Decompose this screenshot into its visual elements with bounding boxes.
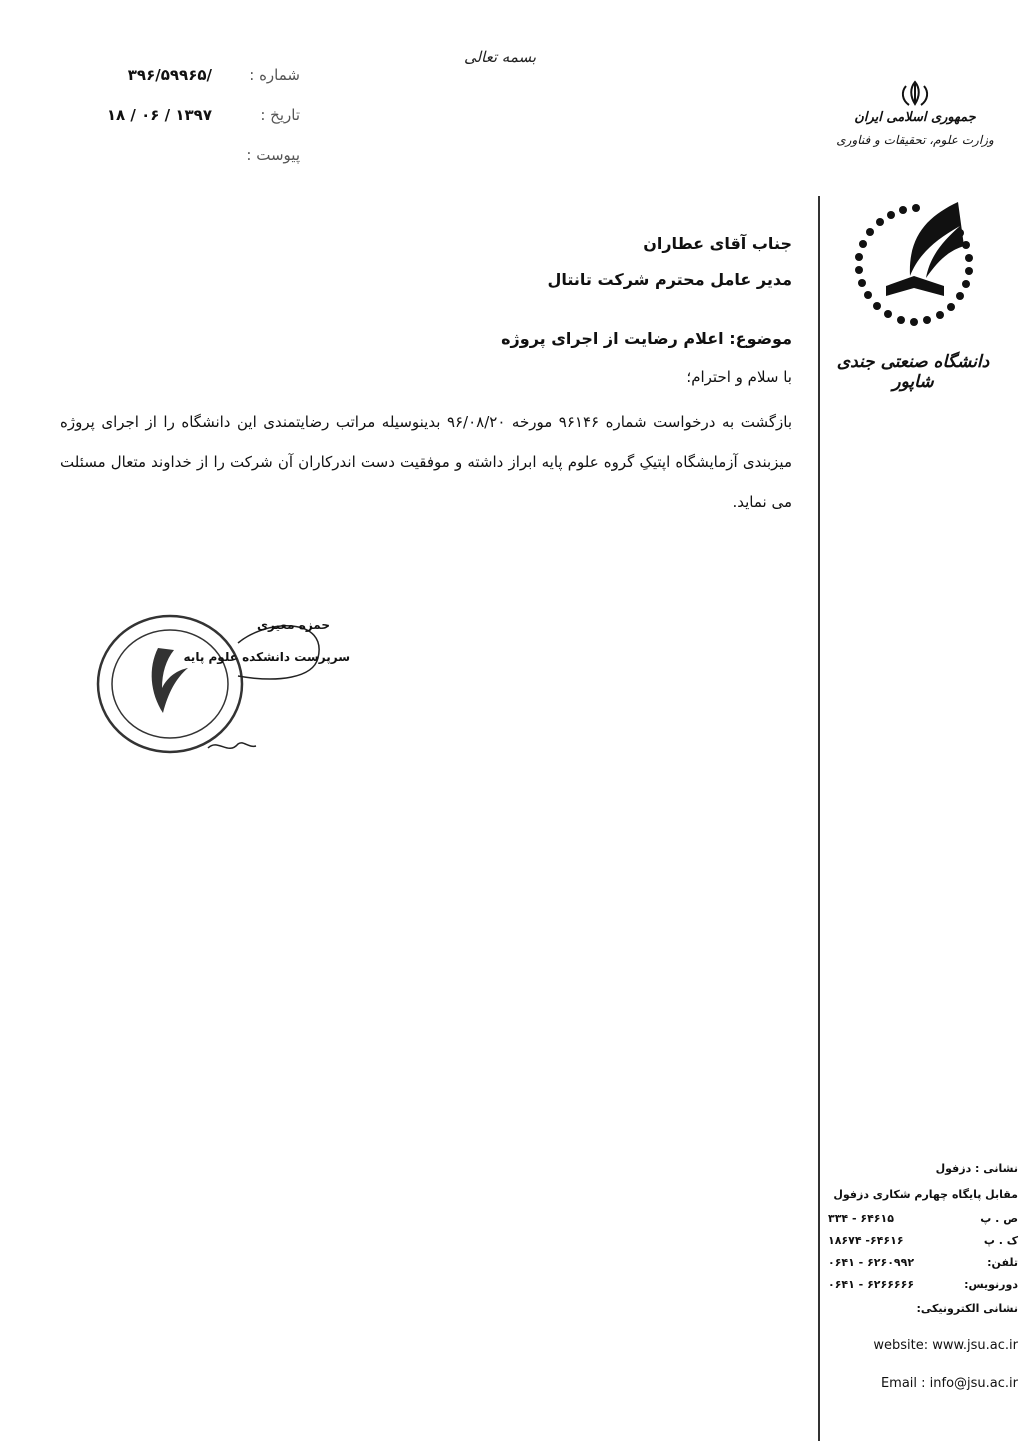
email-label: نشانی الکترونیکی: xyxy=(916,1302,1018,1315)
university-name: دانشگاه صنعتی جندی شاپور xyxy=(836,352,990,392)
address-text: مقابل پایگاه چهارم شکاری دزفول xyxy=(833,1188,1018,1201)
university-logo-icon xyxy=(848,196,984,336)
date-row xyxy=(80,106,300,146)
fax-value: ۰۶۴۱ - ۶۲۶۶۶۶۶ xyxy=(828,1278,915,1291)
letter-greeting: با سلام و احترام؛ xyxy=(686,368,792,386)
recipient-title: مدیر عامل محترم شرکت تانتال xyxy=(547,270,792,289)
emblem-ministry: وزارت علوم، تحقیقات و فناوری xyxy=(836,133,994,147)
fax-row xyxy=(828,1274,1018,1296)
email-link[interactable]: Email : info@jsu.ac.ir xyxy=(880,1376,1018,1391)
website-link[interactable]: website: www.jsu.ac.ir xyxy=(873,1338,1018,1353)
po-box-row xyxy=(828,1208,1018,1230)
number-label: شماره : xyxy=(249,66,300,84)
phone-label: تلفن: xyxy=(987,1256,1018,1269)
phone-value: ۰۶۴۱ - ۶۲۶۰۹۹۲ xyxy=(828,1256,915,1269)
date-value: ۱۳۹۷ / ۰۶ / ۱۸ xyxy=(106,106,212,124)
postal-code-label: ک . پ xyxy=(983,1234,1018,1247)
number-value: /۳۹۶/۵۹۹۶۵ xyxy=(127,66,212,84)
bismillah-heading: بسمه تعالی xyxy=(463,48,537,66)
fax-label: دورنویس: xyxy=(964,1278,1018,1291)
attachment-row xyxy=(80,146,300,186)
letter-paragraph: بازگشت به درخواست شماره ۹۶۱۴۶ مورخه ۹۶/۰۸/۲۰ بدینوسیله مراتب رضایتمندی این دانشگاه را از اجرای پروژه میزبندی آزمایشگاه اپتیکِ گروه علوم پایه ابراز داشته و موفقیت دست اندرکاران آن شرکت را از خداوند متعال مسئلت می نماید. xyxy=(60,413,792,511)
margin-divider xyxy=(818,196,820,1441)
letter-meta xyxy=(80,66,300,186)
phone-row xyxy=(828,1252,1018,1274)
emblem-country: جمهوری اسلامی ایران xyxy=(854,110,976,125)
letter-subject: موضوع: اعلام رضایت از اجرای پروژه xyxy=(501,329,792,348)
po-box-value: ۳۳۴ - ۶۴۶۱۵ xyxy=(828,1212,894,1225)
signatory-title: سرپرست دانشکده علوم پایه xyxy=(183,650,350,664)
footer-contact xyxy=(828,1156,1018,1398)
number-row xyxy=(80,66,300,106)
letter-body xyxy=(60,226,792,522)
po-box-label: ص . پ xyxy=(980,1212,1018,1225)
address-label: نشانی : دزفول xyxy=(935,1162,1018,1175)
signatory-name: حمزه معیری xyxy=(257,618,330,632)
recipient-name: جناب آقای عطاران xyxy=(643,234,792,253)
postal-code-value: ۱۸۶۷۴ -۶۴۶۱۶ xyxy=(828,1234,904,1247)
iran-emblem-icon xyxy=(897,80,933,108)
date-label: تاریخ : xyxy=(260,106,300,124)
iran-emblem-block xyxy=(835,80,995,147)
attachment-label: پیوست : xyxy=(246,146,300,164)
postal-code-row xyxy=(828,1230,1018,1252)
